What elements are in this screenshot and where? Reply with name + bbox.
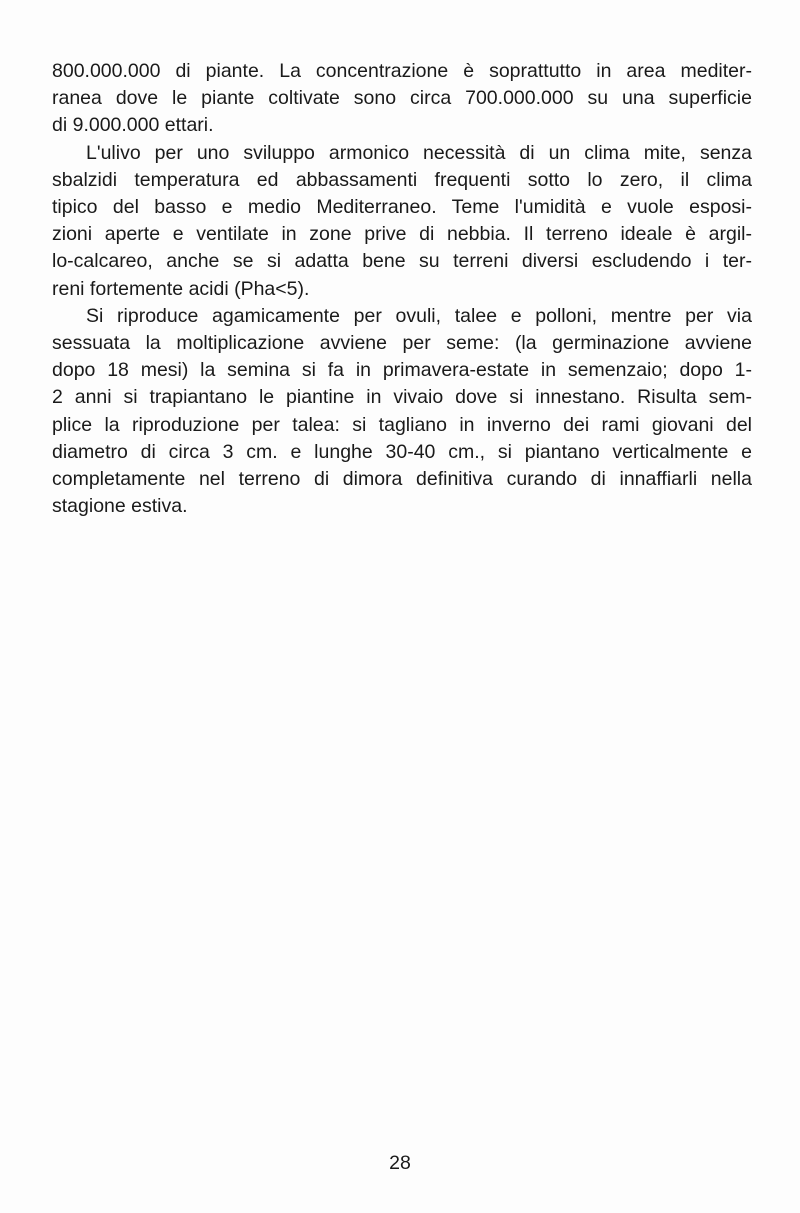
text-line: sbalzidi temperatura ed abbassamenti frequenti sotto lo zero, il clima bbox=[52, 168, 752, 191]
paragraph-2 bbox=[52, 140, 752, 303]
text-line: lo-calcareo, anche se si adatta bene su terreni diversi escludendo i ter- bbox=[52, 250, 752, 273]
paragraph-3 bbox=[52, 303, 752, 521]
text-line: zioni aperte e ventilate in zone prive di nebbia. Il terreno ideale è argil- bbox=[52, 223, 752, 246]
body-text bbox=[52, 58, 752, 520]
text-line: diametro di circa 3 cm. e lunghe 30-40 cm., si piantano verticalmente e bbox=[52, 440, 752, 463]
text-line: tipico del basso e medio Mediterraneo. Teme l'umidità e vuole esposi- bbox=[52, 196, 752, 219]
paragraph-1 bbox=[52, 58, 752, 140]
text-line: ranea dove le piante coltivate sono circa 700.000.000 su una superficie bbox=[52, 87, 752, 110]
text-line: stagione estiva. bbox=[52, 495, 188, 518]
text-line: sessuata la moltiplicazione avviene per seme: (la germinazione avviene bbox=[52, 332, 752, 355]
text-line: di 9.000.000 ettari. bbox=[52, 114, 214, 137]
text-line: completamente nel terreno di dimora definitiva curando di innaffiarli nella bbox=[52, 468, 752, 491]
text-line: L'ulivo per uno sviluppo armonico necessità di un clima mite, senza bbox=[86, 141, 752, 164]
text-line: 800.000.000 di piante. La concentrazione è soprattutto in area mediter- bbox=[52, 60, 752, 82]
text-line: Si riproduce agamicamente per ovuli, talee e polloni, mentre per via bbox=[86, 304, 752, 327]
page-number: 28 bbox=[389, 1152, 411, 1174]
text-line: 2 anni si trapiantano le piantine in vivaio dove si innestano. Risulta sem- bbox=[52, 386, 752, 409]
text-line: dopo 18 mesi) la semina si fa in primavera-estate in semenzaio; dopo 1- bbox=[52, 359, 752, 382]
text-line: plice la riproduzione per talea: si tagliano in inverno dei rami giovani del bbox=[52, 413, 752, 436]
text-line: reni fortemente acidi (Pha<5). bbox=[52, 277, 310, 300]
